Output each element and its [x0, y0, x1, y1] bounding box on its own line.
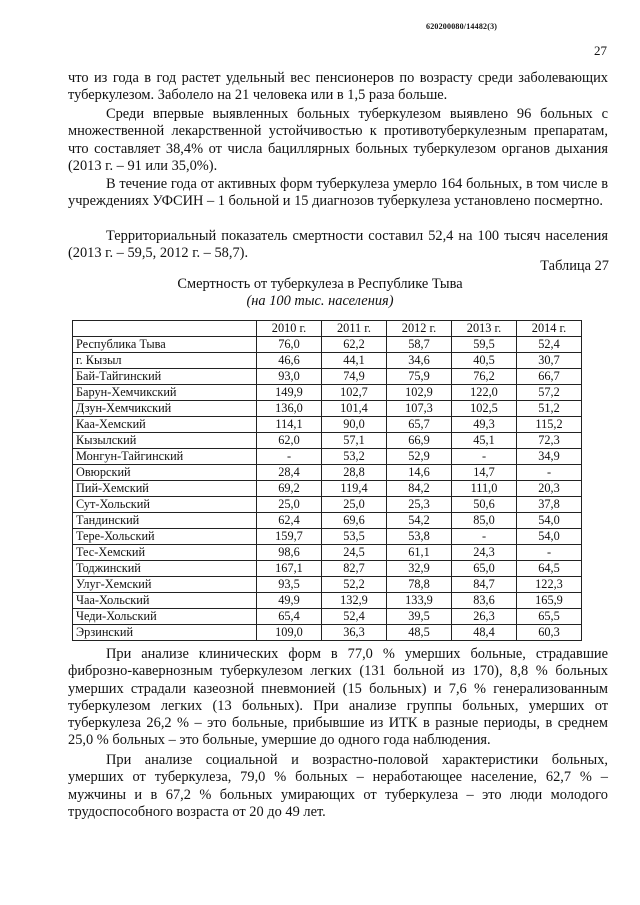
mortality-value-cell: 84,7: [452, 577, 517, 593]
district-name-cell: Овюрский: [73, 465, 257, 481]
table-row: [73, 593, 582, 609]
column-header-year: 2013 г.: [452, 321, 517, 337]
district-name-cell: Барун-Хемчикский: [73, 385, 257, 401]
mortality-value-cell: 54,0: [517, 513, 582, 529]
mortality-value-cell: 53,8: [387, 529, 452, 545]
table-row: [73, 561, 582, 577]
mortality-value-cell: 62,2: [322, 337, 387, 353]
mortality-value-cell: 50,6: [452, 497, 517, 513]
mortality-value-cell: 28,4: [257, 465, 322, 481]
table-row: [73, 577, 582, 593]
table-row: [73, 401, 582, 417]
mortality-value-cell: 64,5: [517, 561, 582, 577]
mortality-value-cell: 25,0: [257, 497, 322, 513]
mortality-value-cell: 65,0: [452, 561, 517, 577]
mortality-value-cell: 46,6: [257, 353, 322, 369]
mortality-value-cell: 122,0: [452, 385, 517, 401]
mortality-value-cell: 159,7: [257, 529, 322, 545]
table-row: [73, 625, 582, 641]
table-row: [73, 449, 582, 465]
mortality-value-cell: 72,3: [517, 433, 582, 449]
mortality-value-cell: 26,3: [452, 609, 517, 625]
mortality-value-cell: 49,3: [452, 417, 517, 433]
mortality-value-cell: 44,1: [322, 353, 387, 369]
mortality-value-cell: 24,3: [452, 545, 517, 561]
table-row: [73, 465, 582, 481]
mortality-value-cell: 20,3: [517, 481, 582, 497]
mortality-value-cell: 25,3: [387, 497, 452, 513]
table-row: [73, 481, 582, 497]
table-row: [73, 433, 582, 449]
table-label: Таблица 27: [540, 258, 609, 274]
table-row: [73, 545, 582, 561]
mortality-value-cell: 28,8: [322, 465, 387, 481]
mortality-value-cell: 14,7: [452, 465, 517, 481]
district-name-cell: Тоджинский: [73, 561, 257, 577]
mortality-value-cell: 85,0: [452, 513, 517, 529]
mortality-value-cell: 37,8: [517, 497, 582, 513]
mortality-value-cell: 82,7: [322, 561, 387, 577]
mortality-value-cell: 40,5: [452, 353, 517, 369]
district-name-cell: Бай-Тайгинский: [73, 369, 257, 385]
table-title: Смертность от туберкулеза в Республике Тыва: [177, 276, 463, 292]
mortality-value-cell: 115,2: [517, 417, 582, 433]
table-row: [73, 337, 582, 353]
table-row: [73, 385, 582, 401]
mortality-value-cell: 78,8: [387, 577, 452, 593]
mortality-value-cell: 69,6: [322, 513, 387, 529]
column-header-year: 2014 г.: [517, 321, 582, 337]
mortality-value-cell: 60,3: [517, 625, 582, 641]
district-name-cell: Чеди-Хольский: [73, 609, 257, 625]
mortality-value-cell: 167,1: [257, 561, 322, 577]
mortality-value-cell: 57,1: [322, 433, 387, 449]
mortality-value-cell: 52,4: [517, 337, 582, 353]
mortality-value-cell: 98,6: [257, 545, 322, 561]
district-name-cell: г. Кызыл: [73, 353, 257, 369]
mortality-value-cell: 149,9: [257, 385, 322, 401]
mortality-value-cell: 57,2: [517, 385, 582, 401]
mortality-value-cell: 90,0: [322, 417, 387, 433]
mortality-value-cell: 52,9: [387, 449, 452, 465]
district-name-cell: Тес-Хемский: [73, 545, 257, 561]
table-row: [73, 353, 582, 369]
mortality-value-cell: 93,5: [257, 577, 322, 593]
paragraph-3: В течение года от активных форм туберкулеза умерло 164 больных, в том числе в учреждениях УФСИН – 1 больной и 15 диагнозов туберкулеза установлено посмертно.: [68, 176, 608, 210]
paragraph-6: При анализе социальной и возрастно-половой характеристики больных, умерших от туберкулеза, 79,0 % больных – неработающее население, 62,7 % – мужчины и в 67,2 % больных умирающих от туберкулеза – это люди молодого трудоспособного возраста от 20 до 49 лет.: [68, 752, 608, 820]
mortality-value-cell: 61,1: [387, 545, 452, 561]
column-header-district: [73, 321, 257, 337]
mortality-value-cell: 76,2: [452, 369, 517, 385]
mortality-value-cell: 111,0: [452, 481, 517, 497]
mortality-value-cell: 49,9: [257, 593, 322, 609]
mortality-value-cell: 69,2: [257, 481, 322, 497]
column-header-year: 2010 г.: [257, 321, 322, 337]
mortality-value-cell: 75,9: [387, 369, 452, 385]
column-header-year: 2011 г.: [322, 321, 387, 337]
mortality-value-cell: 66,7: [517, 369, 582, 385]
mortality-value-cell: 34,9: [517, 449, 582, 465]
mortality-value-cell: 48,5: [387, 625, 452, 641]
district-name-cell: Тандинский: [73, 513, 257, 529]
mortality-value-cell: 62,0: [257, 433, 322, 449]
mortality-value-cell: 45,1: [452, 433, 517, 449]
table-row: [73, 513, 582, 529]
mortality-value-cell: 119,4: [322, 481, 387, 497]
mortality-value-cell: 30,7: [517, 353, 582, 369]
mortality-value-cell: 25,0: [322, 497, 387, 513]
table-header-row: [73, 321, 582, 337]
mortality-value-cell: 36,3: [322, 625, 387, 641]
district-name-cell: Монгун-Тайгинский: [73, 449, 257, 465]
district-name-cell: Дзун-Хемчикский: [73, 401, 257, 417]
mortality-value-cell: 107,3: [387, 401, 452, 417]
district-name-cell: Каа-Хемский: [73, 417, 257, 433]
table-body: [73, 337, 582, 641]
mortality-value-cell: 58,7: [387, 337, 452, 353]
mortality-value-cell: 102,5: [452, 401, 517, 417]
mortality-value-cell: 136,0: [257, 401, 322, 417]
mortality-value-cell: 34,6: [387, 353, 452, 369]
doc-number: 620200080/14482(3): [426, 22, 498, 31]
table-row: [73, 497, 582, 513]
mortality-value-cell: 54,2: [387, 513, 452, 529]
table-subtitle: (на 100 тыс. населения): [246, 293, 394, 309]
district-name-cell: Пий-Хемский: [73, 481, 257, 497]
mortality-value-cell: 52,4: [322, 609, 387, 625]
mortality-value-cell: 84,2: [387, 481, 452, 497]
mortality-value-cell: 122,3: [517, 577, 582, 593]
mortality-value-cell: 165,9: [517, 593, 582, 609]
mortality-value-cell: 74,9: [322, 369, 387, 385]
district-name-cell: Республика Тыва: [73, 337, 257, 353]
mortality-value-cell: 76,0: [257, 337, 322, 353]
district-name-cell: Кызылский: [73, 433, 257, 449]
mortality-value-cell: 48,4: [452, 625, 517, 641]
mortality-value-cell: 133,9: [387, 593, 452, 609]
column-header-year: 2012 г.: [387, 321, 452, 337]
mortality-value-cell: 109,0: [257, 625, 322, 641]
mortality-value-cell: 102,7: [322, 385, 387, 401]
paragraph-4: Территориальный показатель смертности составил 52,4 на 100 тысяч населения (2013 г. – 59,5, 2012 г. – 58,7).: [68, 228, 608, 262]
paragraph-1: что из года в год растет удельный вес пенсионеров по возрасту среди заболевающих туберкулезом. Заболело на 21 человека или в 1,5 раза больше.: [68, 70, 608, 104]
table-row: [73, 529, 582, 545]
paragraph-2: Среди впервые выявленных больных туберкулезом выявлено 96 больных с множественной лекарственной устойчивостью к противотуберкулезным препаратам, что составляет 38,4% от числа бациллярных больных туберкулезом органов дыхания (2013 г. – 91 или 35,0%).: [68, 106, 608, 174]
mortality-value-cell: -: [452, 449, 517, 465]
mortality-value-cell: 102,9: [387, 385, 452, 401]
mortality-value-cell: 39,5: [387, 609, 452, 625]
mortality-value-cell: 65,5: [517, 609, 582, 625]
mortality-value-cell: -: [452, 529, 517, 545]
mortality-value-cell: 24,5: [322, 545, 387, 561]
mortality-value-cell: 53,2: [322, 449, 387, 465]
table-row: [73, 609, 582, 625]
mortality-value-cell: 101,4: [322, 401, 387, 417]
mortality-value-cell: 14,6: [387, 465, 452, 481]
district-name-cell: Улуг-Хемский: [73, 577, 257, 593]
table-row: [73, 369, 582, 385]
mortality-value-cell: 66,9: [387, 433, 452, 449]
mortality-value-cell: 62,4: [257, 513, 322, 529]
mortality-value-cell: -: [257, 449, 322, 465]
mortality-value-cell: 32,9: [387, 561, 452, 577]
district-name-cell: Эрзинский: [73, 625, 257, 641]
district-name-cell: Чаа-Хольский: [73, 593, 257, 609]
mortality-value-cell: 93,0: [257, 369, 322, 385]
mortality-value-cell: 53,5: [322, 529, 387, 545]
mortality-value-cell: 54,0: [517, 529, 582, 545]
mortality-value-cell: 59,5: [452, 337, 517, 353]
mortality-table: [72, 320, 582, 641]
district-name-cell: Тере-Хольский: [73, 529, 257, 545]
mortality-value-cell: 51,2: [517, 401, 582, 417]
mortality-value-cell: 65,4: [257, 609, 322, 625]
mortality-value-cell: 114,1: [257, 417, 322, 433]
district-name-cell: Сут-Хольский: [73, 497, 257, 513]
mortality-value-cell: -: [517, 465, 582, 481]
mortality-value-cell: 132,9: [322, 593, 387, 609]
mortality-value-cell: -: [517, 545, 582, 561]
mortality-value-cell: 83,6: [452, 593, 517, 609]
page-number: 27: [594, 43, 607, 58]
mortality-value-cell: 65,7: [387, 417, 452, 433]
mortality-value-cell: 52,2: [322, 577, 387, 593]
paragraph-5: При анализе клинических форм в 77,0 % умерших больные, страдавшие фиброзно-кавернозным туберкулезом легких (131 больной из 170), 8,8 % больных умерших страдали казеозной пневмонией (15 больных) и 7,6 % генерализованным туберкулезом легких (13 больных). При анализе группы больных, умерших от туберкулеза 26,2 % – это больные, прибывшие из ИТК в разные периоды, в среднем 25,0 % больных – это больные, умершие до одного года наблюдения.: [68, 646, 608, 749]
table-row: [73, 417, 582, 433]
